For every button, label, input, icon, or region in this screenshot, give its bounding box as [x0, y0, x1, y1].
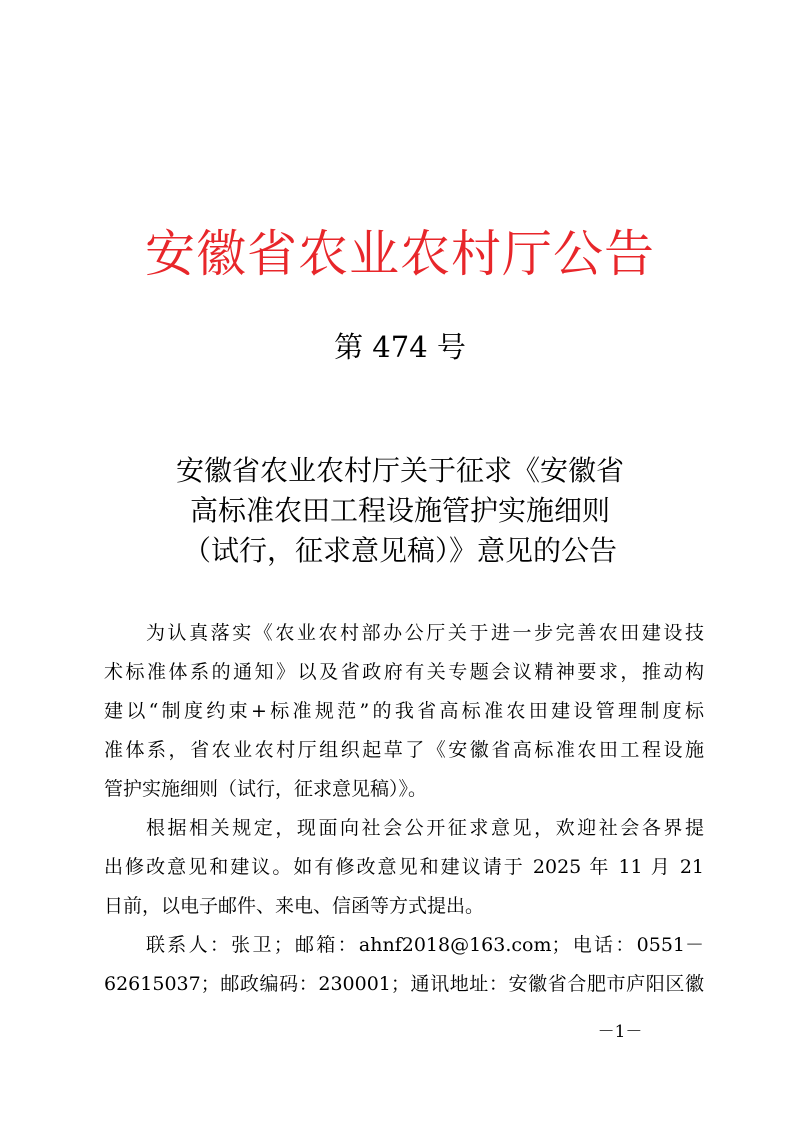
page-number: －1－ — [597, 1022, 643, 1042]
body-line: 日前，以电子邮件、来电、信函等方式提出。 — [104, 895, 485, 917]
body-line: 根据相关规定，现面向社会公开征求意见，欢迎社会各界提 — [146, 817, 704, 839]
document-title — [0, 451, 800, 571]
body-line: 建以“制度约束+标准规范”的我省高标准农田建设管理制度标 — [104, 700, 704, 722]
document-title-line: 安徽省农业农村厅关于征求《安徽省 — [175, 454, 624, 487]
body-line: 准体系，省农业农村厅组织起草了《安徽省高标准农田工程设施 — [104, 739, 704, 761]
body-line: 为认真落实《农业农村部办公厅关于进一步完善农田建设技 — [146, 622, 704, 644]
document-title-line: （试行，征求意见稿）》意见的公告 — [182, 534, 617, 567]
announcement-number: 第 474 号 — [334, 330, 466, 364]
document-body — [104, 620, 704, 1010]
body-line: 术标准体系的通知》以及省政府有关专题会议精神要求，推动构 — [104, 661, 704, 683]
body-line: 联系人：张卫；邮箱：ahnf2018@163.com；电话：0551－ — [146, 934, 704, 956]
body-line: 管护实施细则（试行，征求意见稿）》。 — [104, 778, 428, 800]
document-title-line: 高标准农田工程设施管护实施细则 — [189, 494, 610, 527]
announcement-header-title: 安徽省农业农村厅公告 — [145, 225, 655, 283]
body-line: 62615037；邮政编码：230001；通讯地址：安徽省合肥市庐阳区徽 — [104, 973, 704, 995]
body-line: 出修改意见和建议。如有修改意见和建议请于 2025 年 11 月 21 — [104, 856, 704, 878]
